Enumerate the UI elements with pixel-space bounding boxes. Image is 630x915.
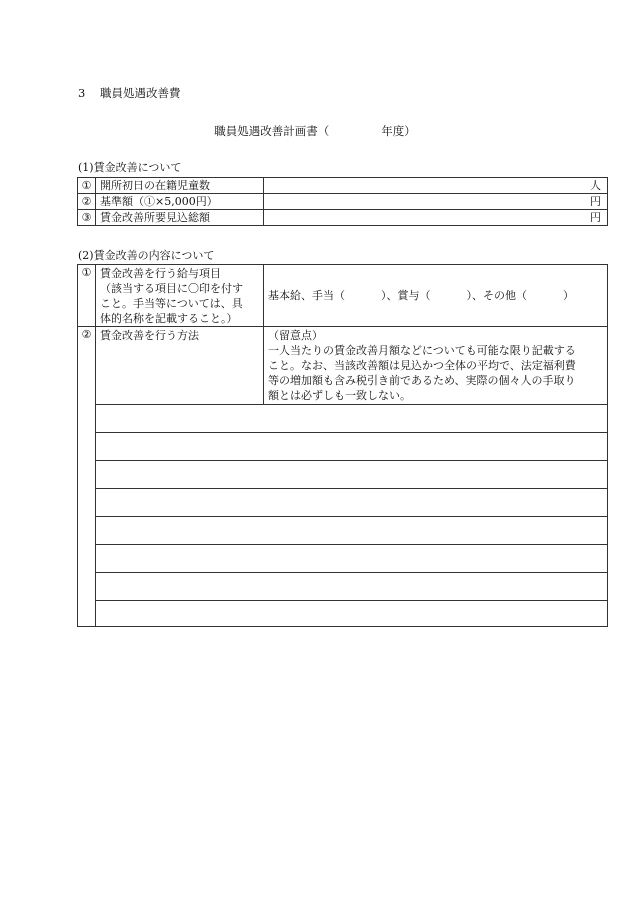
writing-line — [78, 489, 608, 517]
option-close: ） — [563, 289, 574, 302]
part1-heading: (1)賃金改善について — [78, 161, 182, 174]
option-base-allowance: 基本給、手当（ — [268, 289, 345, 302]
table-row — [78, 194, 608, 210]
option-other: ）、その他（ — [466, 289, 527, 302]
writing-line-cell[interactable] — [96, 433, 608, 461]
writing-line-cell[interactable] — [96, 601, 608, 627]
document-title-prefix: 職員処遇改善計画書（ — [214, 124, 330, 138]
writing-line-cell[interactable] — [96, 517, 608, 545]
document-title-suffix: 年度） — [381, 124, 416, 138]
label-line: こと。手当等については、具 — [100, 297, 243, 310]
method-label: 賃金改善を行う方法 — [96, 327, 264, 405]
note-line: （留意点） — [268, 329, 323, 342]
row-value-cell[interactable] — [264, 194, 608, 210]
wage-improvement-table — [77, 177, 608, 226]
writing-line-cell[interactable] — [96, 573, 608, 601]
unit-label: 円 — [590, 211, 601, 224]
label-line: （該当する項目に〇印を付す — [100, 282, 243, 295]
part2-heading: (2)賃金改善の内容について — [78, 249, 215, 262]
table-row — [78, 210, 608, 226]
writing-line — [78, 405, 608, 433]
note-line: 等の増加額も含み税引き前であるため、実際の個々人の手取り — [268, 374, 576, 387]
section-title: 職員処遇改善費 — [100, 86, 181, 100]
writing-line — [78, 601, 608, 627]
row-label: 開所初日の在籍児童数 — [96, 178, 264, 194]
option-bonus: ）、賞与（ — [381, 289, 431, 302]
table-row — [78, 178, 608, 194]
note-line: 額とは必ずしも一致しない。 — [268, 389, 411, 402]
row-number: ① — [78, 265, 96, 327]
salary-item-label — [96, 265, 264, 327]
writing-line-cell[interactable] — [96, 405, 608, 433]
wage-improvement-content-table — [77, 264, 608, 627]
unit-label: 人 — [590, 179, 601, 192]
row-value-cell[interactable] — [264, 210, 608, 226]
writing-line — [78, 433, 608, 461]
section-heading — [78, 86, 181, 101]
table-row — [78, 327, 608, 405]
note-line: こと。なお、当該改善額は見込かつ全体の平均で、法定福利費 — [268, 359, 576, 372]
writing-line-cell[interactable] — [96, 489, 608, 517]
writing-line — [78, 545, 608, 573]
row-label: 賃金改善所要見込総額 — [96, 210, 264, 226]
row-label: 基準額（①×5,000円） — [96, 194, 264, 210]
writing-line — [78, 461, 608, 489]
section-number: 3 — [78, 86, 86, 100]
label-line: 体的名称を記載すること。） — [100, 312, 238, 325]
method-note — [264, 327, 608, 405]
label-line: 賃金改善を行う給与項目 — [100, 267, 221, 280]
row-number: ③ — [78, 210, 96, 226]
writing-line — [78, 573, 608, 601]
salary-item-options[interactable] — [264, 265, 608, 327]
note-line: 一人当たりの賃金改善月額などについても可能な限り記載する — [268, 344, 576, 357]
row-number: ② — [78, 327, 96, 627]
unit-label: 円 — [590, 195, 601, 208]
writing-line-cell[interactable] — [96, 545, 608, 573]
row-number: ① — [78, 178, 96, 194]
table-row — [78, 265, 608, 327]
row-value-cell[interactable] — [264, 178, 608, 194]
writing-line-cell[interactable] — [96, 461, 608, 489]
document-title — [0, 124, 630, 139]
row-number: ② — [78, 194, 96, 210]
writing-line — [78, 517, 608, 545]
